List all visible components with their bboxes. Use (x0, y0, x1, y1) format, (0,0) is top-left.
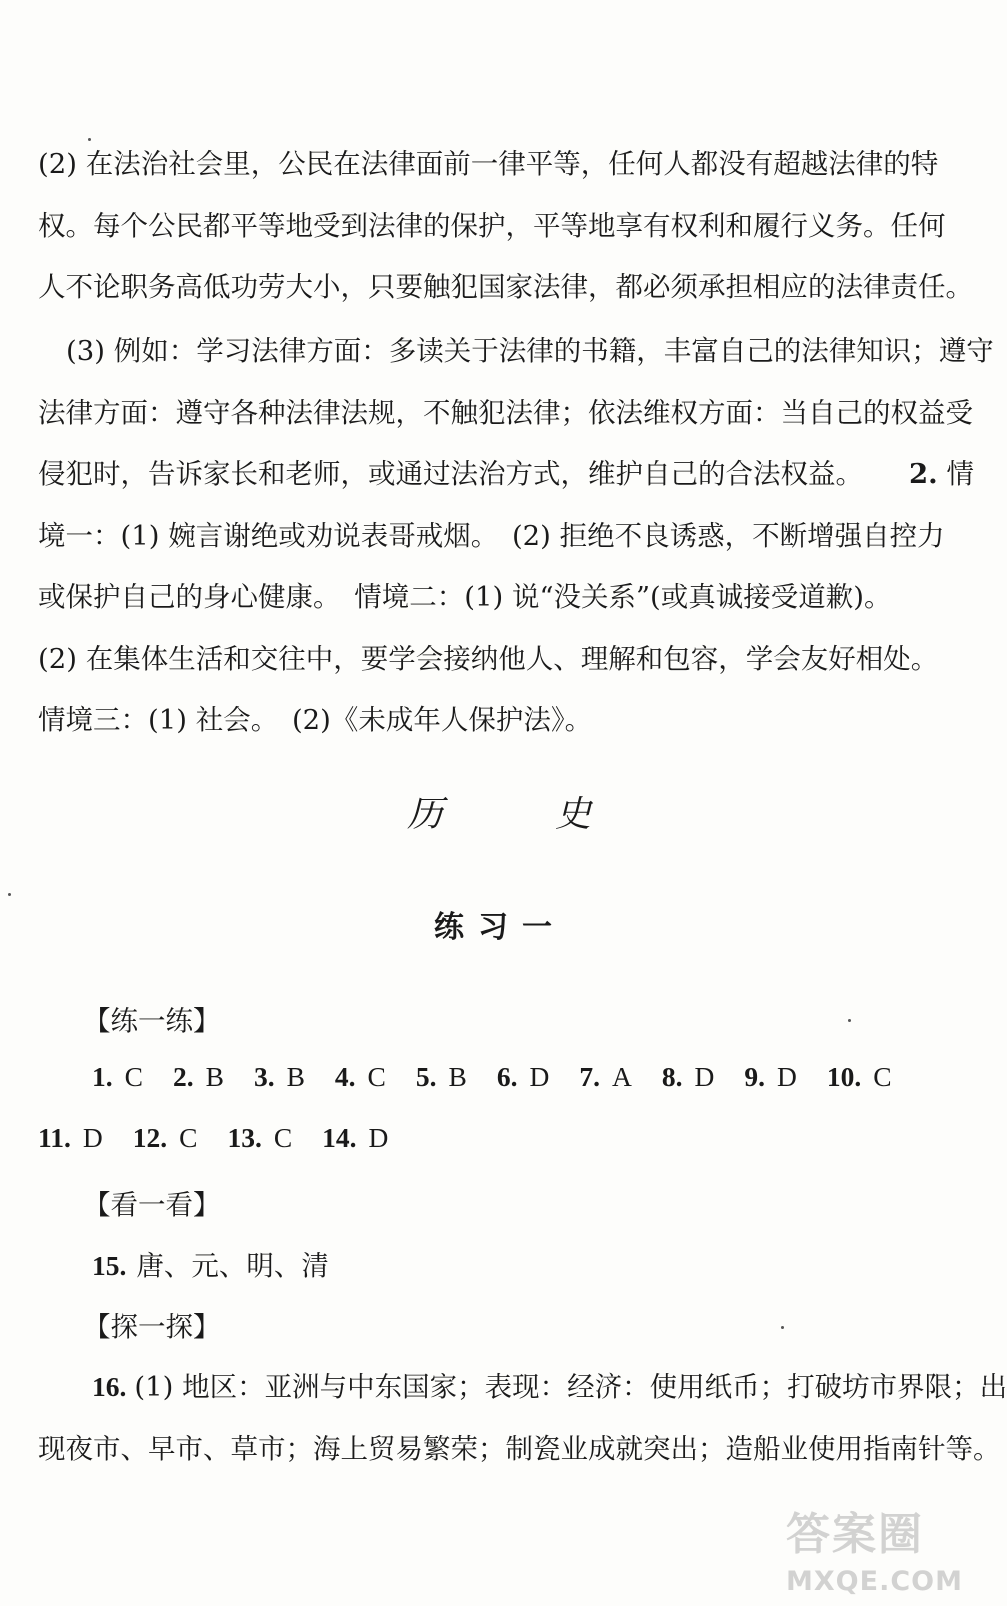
text-line: 境一：(1) 婉言谢绝或劝说表哥戒烟。 (2) 拒绝不良诱惑，不断增强自控力 (38, 519, 945, 552)
watermark-logo (786, 1498, 986, 1597)
text-line (38, 444, 974, 506)
text-line: 权。每个公民都平等地受到法律的保护，平等地享有权利和履行义务。任何 (38, 209, 946, 242)
answer-item: 11. D (38, 1122, 103, 1153)
answer-item: 10. C (826, 1061, 892, 1092)
text-segment: 情 (946, 458, 974, 490)
print-speck (781, 1326, 784, 1329)
text-line: (2) 在法治社会里，公民在法律面前一律平等，任何人都没有超越法律的特 (38, 148, 939, 180)
answer-text: 唐、元、明、清 (136, 1250, 329, 1282)
text-line: 或保护自己的身心健康。 情境二：(1) 说“没关系”(或真诚接受道歉)。 (38, 581, 892, 613)
answer-row-2 (38, 1122, 418, 1154)
civics-paragraph-2 (38, 134, 973, 319)
text-line: 法律方面：遵守各种法律法规，不触犯法律；依法维权方面：当自己的权益受 (38, 396, 973, 429)
exercise-title: 练习一 (434, 910, 566, 945)
answer-item: 14. D (322, 1122, 389, 1153)
section-practice-label: 【练一练】 (83, 1005, 221, 1037)
answer-item: 7. A (579, 1061, 632, 1092)
question-number: 16. (92, 1371, 127, 1402)
print-speck (8, 893, 11, 896)
question-number: 2. (909, 458, 938, 490)
text-line: 现夜市、早市、草市；海上贸易繁荣；制瓷业成就突出；造船业使用指南针等。 (38, 1432, 1001, 1465)
question-number: 15. (92, 1250, 127, 1281)
text-segment: (1) 地区：亚洲与中东国家；表现：经济：使用纸币；打破坊市界限；出 (134, 1371, 1007, 1403)
text-line: 情境三：(1) 社会。 (2)《未成年人保护法》。 (38, 704, 593, 736)
section-look-label: 【看一看】 (83, 1189, 221, 1221)
subject-heading (0, 786, 1000, 837)
answer-item: 8. D (661, 1061, 715, 1092)
answer-item: 3. B (253, 1061, 305, 1092)
answer-item: 2. B (172, 1061, 224, 1092)
answer-item: 4. C (334, 1061, 386, 1092)
answer-item: 9. D (744, 1061, 797, 1092)
print-speck (848, 1019, 851, 1022)
answer-row-1 (92, 1061, 892, 1093)
watermark-text: 答案圈 (786, 1509, 924, 1560)
text-line (38, 1356, 1007, 1419)
section-explore-label: 【探一探】 (83, 1311, 221, 1343)
subject-char: 历 (406, 794, 445, 835)
text-segment: 侵犯时，告诉家长和老师，或通过法治方式，维护自己的合法权益。 (38, 458, 863, 490)
civics-paragraph-3 (38, 321, 994, 752)
watermark-url: MXQE.COM (786, 1566, 963, 1597)
answer-16 (38, 1356, 1007, 1480)
answer-item: 13. C (227, 1122, 293, 1153)
answer-item: 5. B (415, 1061, 467, 1092)
answer-item: 6. D (496, 1061, 550, 1092)
text-line: 人不论职务高低功劳大小，只要触犯国家法律，都必须承担相应的法律责任。 (38, 271, 973, 303)
answer-item: 1. C (92, 1061, 143, 1092)
text-line: (2) 在集体生活和交往中，要学会接纳他人、理解和包容，学会友好相处。 (38, 642, 939, 675)
answer-item: 12. C (132, 1122, 198, 1153)
answer-15 (92, 1243, 329, 1283)
subject-char: 史 (555, 794, 594, 835)
text-line: (3) 例如：学习法律方面：多读关于法律的书籍，丰富自己的法律知识；遵守 (66, 335, 994, 367)
print-speck (88, 138, 91, 141)
